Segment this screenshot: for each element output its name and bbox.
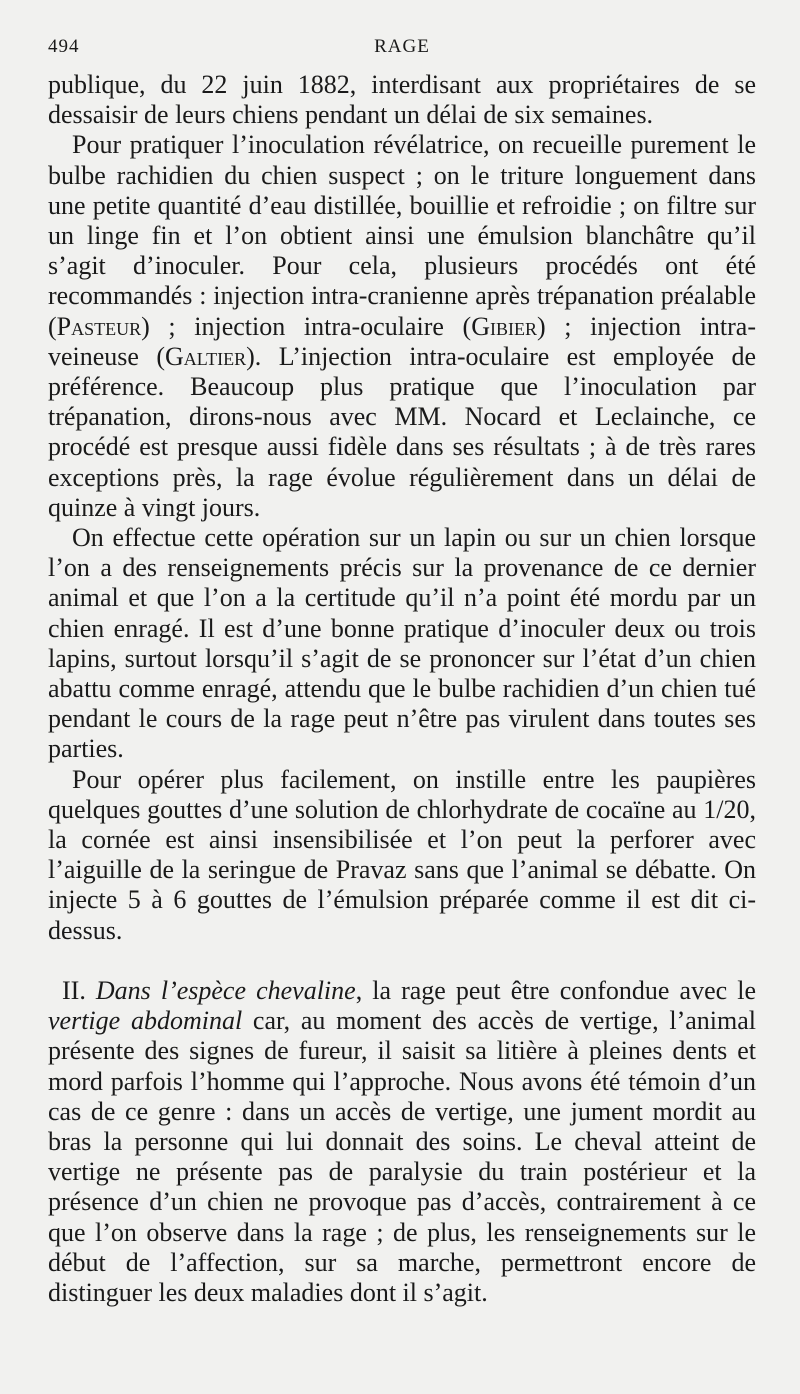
- section-number: II.: [62, 975, 96, 1005]
- text-run: ) ; injection intra-oculaire (: [141, 311, 472, 341]
- author-name: Pasteur: [56, 311, 142, 341]
- text-run: ) ; injection intra-veineuse (: [48, 311, 756, 371]
- text-run: ). L’injection intra-oculaire est employée de préférence. Beaucoup plus pratique que l’inoculation par trépanation, dirons-nous avec MM. Nocard et Leclainche, ce procédé est presque aussi fidèle dans ses résultats ; à de très rares exceptions près, la rage évolue régulièrement dans un délai de quinze à vingt jours.: [48, 341, 756, 522]
- paragraph-cocaine: Pour opérer plus facilement, on instille entre les paupières quelques gouttes d’une solution de chlorhydrate de cocaïne au 1/20, la cornée est ainsi insensibilisée et l’on peut la perforer avec l’aiguille de la seringue de Pravaz sans que l’animal se débatte. On injecte 5 à 6 gouttes de l’émulsion préparée comme il est dit ci-dessus.: [48, 764, 756, 945]
- running-title: RAGE: [374, 36, 430, 57]
- body-text: [48, 70, 756, 1308]
- text-run: car, au moment des accès de vertige, l’animal présente des signes de fureur, il saisit sa litière à pleines dents et mord parfois l’homme qui l’approche. Nous avons été témoin d’un cas de ce genre : dans un accès de vertige, une jument mordit au bras la personne qui lui donnait des soins. Le cheval atteint de vertige ne présente pas de paralysie du train postérieur et la présence d’un chien ne provoque pas d’accès, contrairement à ce que l’on observe dans la rage ; de plus, les renseignements sur le début de l’affection, sur sa marche, permettront encore de distinguer les deux maladies dont il s’agit.: [48, 1006, 756, 1307]
- text-run: , la rage peut être confondue avec le: [355, 975, 756, 1005]
- author-name: Gibier: [471, 311, 537, 341]
- author-name: Galtier: [165, 341, 247, 371]
- italic-term: Dans l’espèce chevaline: [95, 975, 356, 1005]
- paragraph-continuation: publique, du 22 juin 1882, interdisant aux propriétaires de se dessaisir de leurs chiens pendant un délai de six semaines.: [48, 70, 756, 130]
- paragraph-inoculation: [48, 130, 756, 523]
- italic-term: vertige abdominal: [48, 1006, 243, 1036]
- page-header: [48, 30, 756, 70]
- page-number: 494: [48, 36, 80, 57]
- paragraph-section-ii: [48, 976, 756, 1308]
- paragraph-operation: On effectue cette opération sur un lapin ou sur un chien lorsque l’on a des renseignements précis sur la provenance de ce dernier animal et que l’on a la certitude qu’il n’a point été mordu par un chien enragé. Il est d’une bonne pratique d’inoculer deux ou trois lapins, surtout lorsqu’il s’agit de se prononcer sur l’état d’un chien abattu comme enragé, attendu que le bulbe rachidien d’un chien tué pendant le cours de la rage peut n’être pas virulent dans toutes ses parties.: [48, 523, 756, 764]
- text-run: Pour pratiquer l’inoculation révélatrice, on recueille purement le bulbe rachidien du chien suspect ; on le triture longuement dans une petite quantité d’eau distillée, bouillie et refroidie ; on filtre sur un linge fin et l’on obtient ainsi une émulsion blanchâtre qu’il s’agit d’inoculer. Pour cela, plusieurs procédés ont été recommandés : injection intra-cranienne après trépanation préalable (: [48, 130, 756, 341]
